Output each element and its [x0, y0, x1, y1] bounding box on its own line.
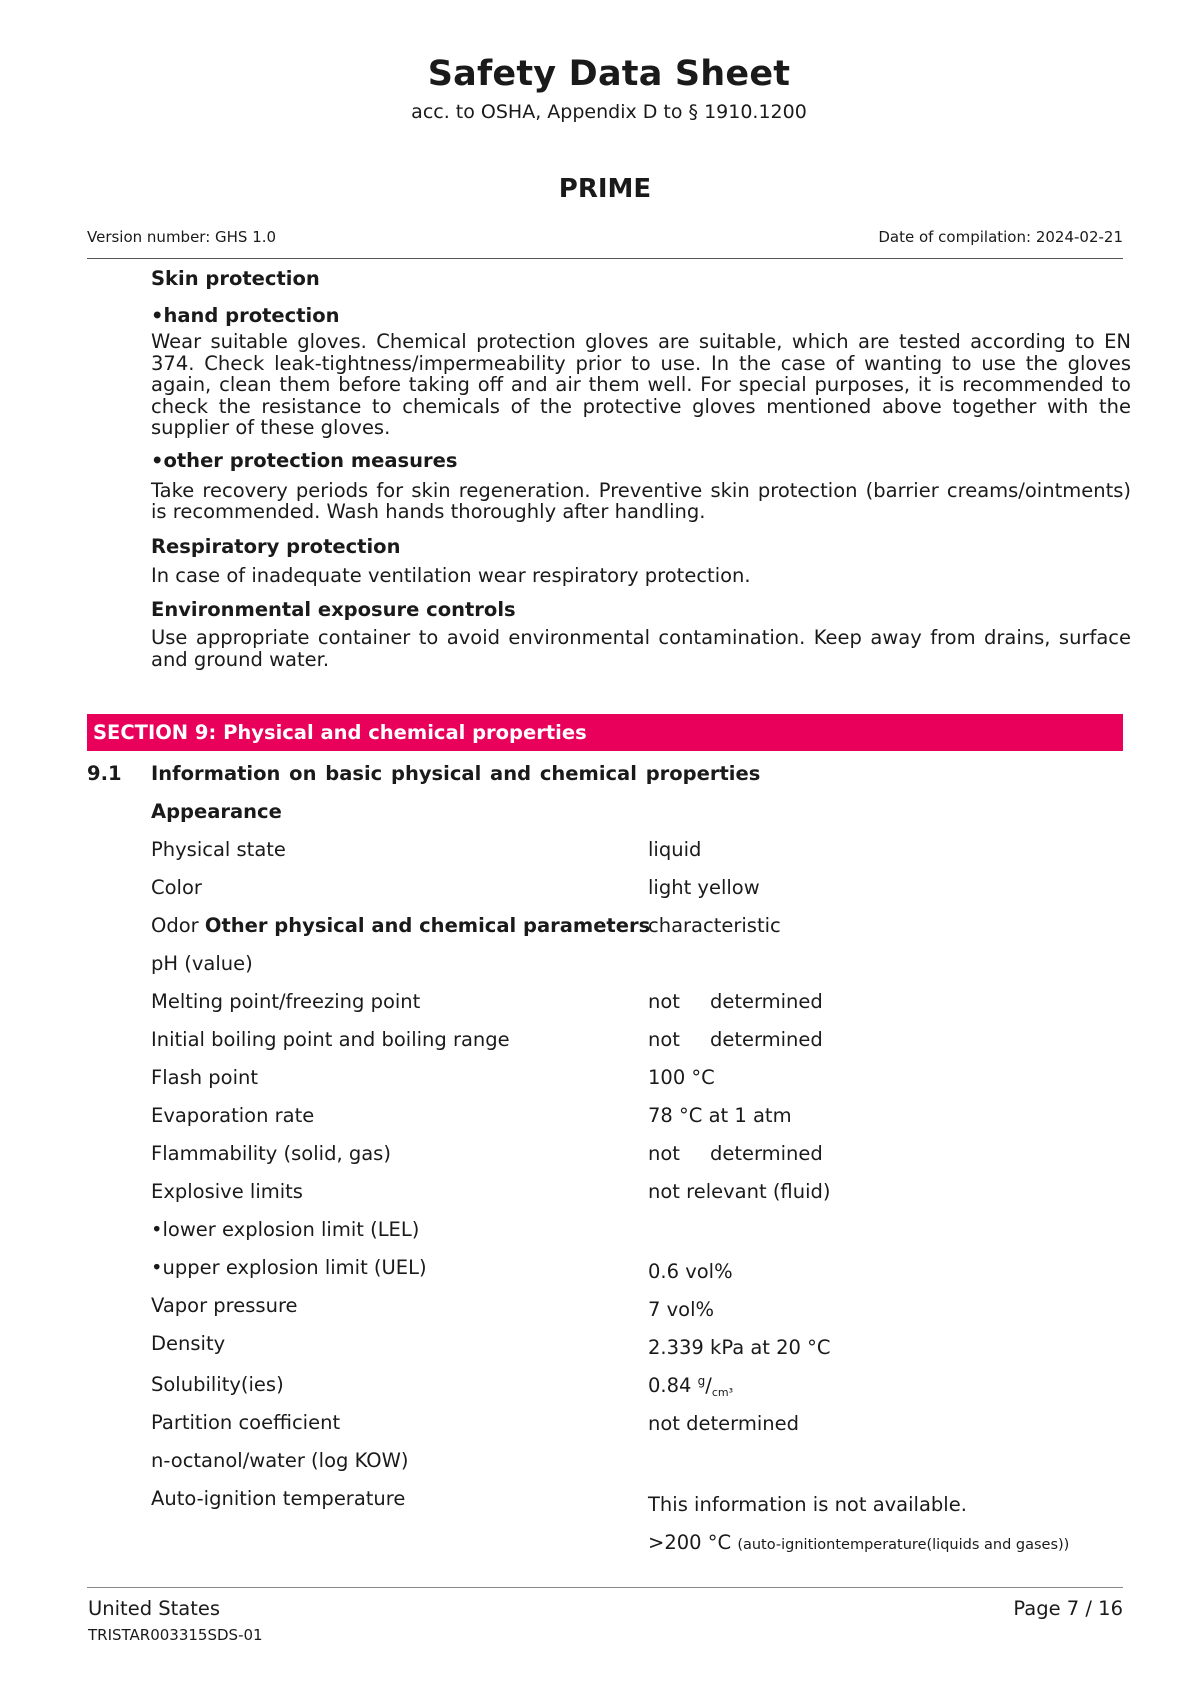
value-physical-state: liquid: [648, 838, 702, 861]
value-not-available: This information is not available.: [648, 1493, 967, 1516]
label-partition-coefficient: Partition coefficient: [151, 1411, 341, 1434]
label-density: Density: [151, 1332, 226, 1355]
label-octanol-water: n-octanol/water (log KOW): [151, 1449, 409, 1472]
label-physical-state: Physical state: [151, 838, 286, 861]
label-lel: •lower explosion limit (LEL): [151, 1218, 420, 1241]
page-number: Page 7 / 16: [1013, 1597, 1123, 1620]
document-title: Safety Data Sheet: [427, 54, 791, 94]
label-other-parameters: Other physical and chemical parameters: [204, 914, 651, 937]
value-vapor-pressure: 7 vol%: [648, 1298, 715, 1321]
value-flash-point: 100 °C: [648, 1066, 715, 1089]
footer-divider: [87, 1587, 1123, 1588]
header-divider: [87, 258, 1123, 259]
footer-document-code: TRISTAR003315SDS-01: [88, 1626, 263, 1644]
skin-protection-heading: Skin protection: [151, 267, 320, 290]
section-9-bar: SECTION 9: Physical and chemical properties: [87, 714, 1123, 751]
value-color: light yellow: [648, 876, 760, 899]
label-odor-row: [151, 914, 650, 937]
hand-protection-heading: •hand protection: [151, 304, 340, 327]
version-number: Version number: GHS 1.0: [87, 228, 277, 246]
footer-country: United States: [88, 1597, 221, 1620]
section-8-continued: [151, 266, 1131, 670]
label-boiling-point: Initial boiling point and boiling range: [151, 1028, 510, 1051]
value-explosive-limits: not relevant (fluid): [648, 1180, 831, 1203]
value-uel: 0.6 vol%: [648, 1260, 733, 1283]
value-solubility: 0.84 $^g/_{cm^3}$: [648, 1374, 734, 1399]
label-color: Color: [151, 876, 202, 899]
label-vapor-pressure: Vapor pressure: [151, 1294, 298, 1317]
value-partition-coefficient: not determined: [648, 1412, 799, 1435]
environmental-controls-heading: Environmental exposure controls: [151, 598, 516, 621]
label-ph: pH (value): [151, 952, 253, 975]
label-uel: •upper explosion limit (UEL): [151, 1256, 427, 1279]
other-protection-text: Take recovery periods for skin regeneration. Preventive skin protection (barrier creams/ointments) is recommended. Wash hands thoroughly after handling.: [151, 478, 1131, 523]
value-auto-ignition: >200 °C (auto-ignitiontemperature(liquids and gases)): [648, 1531, 1070, 1554]
other-protection-heading: •other protection measures: [151, 448, 458, 472]
label-flammability: Flammability (solid, gas): [151, 1142, 391, 1165]
label-explosive-limits: Explosive limits: [151, 1180, 303, 1203]
label-auto-ignition: Auto-ignition temperature: [151, 1487, 406, 1510]
product-name: PRIME: [558, 174, 652, 204]
label-solubility: Solubility(ies): [151, 1373, 284, 1396]
compilation-date: Date of compilation: 2024-02-21: [878, 228, 1123, 246]
auto-ignition-note: (auto-ignitiontemperature(liquids and gases)): [737, 1537, 1070, 1553]
respiratory-protection-text: In case of inadequate ventilation wear respiratory protection.: [151, 563, 751, 587]
value-melting-point: not determined: [648, 990, 823, 1013]
value-evaporation-rate: 78 °C at 1 atm: [648, 1104, 792, 1127]
value-odor: characteristic: [648, 914, 781, 937]
value-boiling-point: not determined: [648, 1028, 823, 1051]
label-melting-point: Melting point/freezing point: [151, 990, 421, 1013]
document-subtitle: acc. to OSHA, Appendix D to § 1910.1200: [411, 101, 807, 123]
value-density: 2.339 kPa at 20 °C: [648, 1336, 831, 1359]
subsection-number: 9.1: [87, 762, 122, 785]
subsection-title: Information on basic physical and chemical properties: [151, 762, 761, 785]
value-flammability: not determined: [648, 1142, 823, 1165]
hand-protection-text: Wear suitable gloves. Chemical protection gloves are suitable, which are tested according to EN 374. Check leak-tightness/impermeability prior to use. In the case of wanting to use the gloves again, clean them before taking off and air them well. For special purposes, it is recommended to check the resistance to chemicals of the protective gloves mentioned above together with the supplier of these gloves.: [151, 330, 1131, 439]
appearance-heading: Appearance: [151, 800, 282, 823]
label-odor: Odor: [151, 914, 199, 937]
label-evaporation-rate: Evaporation rate: [151, 1104, 315, 1127]
respiratory-protection-heading: Respiratory protection: [151, 534, 401, 558]
environmental-controls-text: Use appropriate container to avoid environmental contamination. Keep away from drains, surface and ground water.: [151, 626, 1131, 671]
label-flash-point: Flash point: [151, 1066, 259, 1089]
